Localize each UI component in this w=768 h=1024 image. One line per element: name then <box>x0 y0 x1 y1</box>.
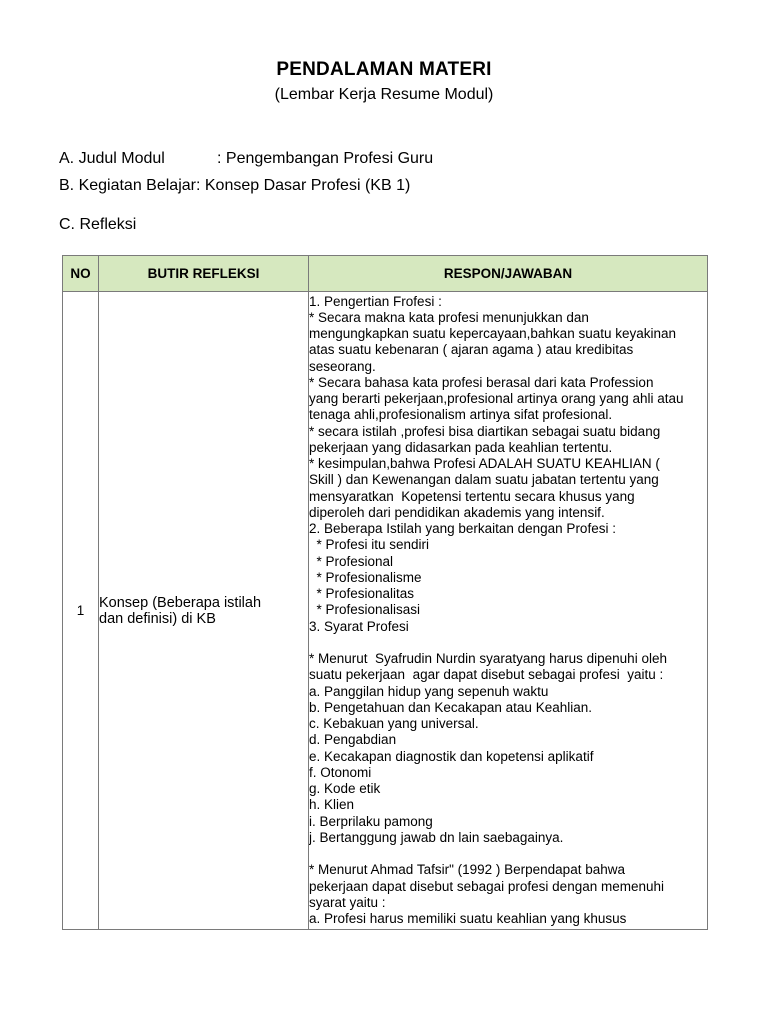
respon-line: * Profesionalisasi <box>309 602 421 618</box>
column-header-respon: RESPON/JAWABAN <box>309 256 708 292</box>
page-title: PENDALAMAN MATERI <box>276 59 492 80</box>
cell-butir <box>99 292 309 930</box>
cell-respon <box>309 292 708 930</box>
meta-reflection <box>59 216 136 234</box>
respon-line: f. Otonomi <box>309 764 372 780</box>
meta-value: : Pengembangan Profesi Guru <box>217 150 434 167</box>
column-header-no: NO <box>63 256 99 292</box>
respon-line: mengungkapkan suatu kepercayaan,bahkan suatu keyakinan <box>309 326 677 342</box>
respon-line: 1. Pengertian Frofesi : <box>309 293 442 309</box>
respon-line: b. Pengetahuan dan Kecakapan atau Keahlian. <box>309 699 592 715</box>
respon-line: * kesimpulan,bahwa Profesi ADALAH SUATU KEAHLIAN ( <box>309 456 660 472</box>
respon-line: g. Kode etik <box>309 781 381 797</box>
page-subtitle: (Lembar Kerja Resume Modul) <box>274 86 494 103</box>
meta-label: B. Kegiatan Belajar <box>59 177 196 194</box>
respon-line <box>309 635 707 651</box>
respon-line: * Profesionalisme <box>309 569 422 585</box>
butir-line: Konsep (Beberapa istilah <box>99 594 262 611</box>
respon-line: d. Pengabdian <box>309 732 397 748</box>
respon-line: suatu pekerjaan agar dapat disebut sebagai profesi yaitu : <box>309 667 664 683</box>
respon-line <box>309 846 707 862</box>
respon-line: a. Panggilan hidup yang sepenuh waktu <box>309 683 549 699</box>
reflection-table <box>62 255 708 930</box>
respon-line: diperoleh dari pendidikan akademis yang intensif. <box>309 504 605 520</box>
respon-line: Skill ) dan Kewenangan dalam suatu jabatan tertentu yang <box>309 472 659 488</box>
section-label: C. Refleksi <box>59 216 137 233</box>
respon-line: * Profesionalitas <box>309 586 415 602</box>
respon-line: c. Kebakuan yang universal. <box>309 716 479 732</box>
respon-line: mensyaratkan Kopetensi tertentu secara khusus yang <box>309 488 635 504</box>
respon-line: seseorang. <box>309 358 376 374</box>
meta-label: A. Judul Modul <box>59 150 165 167</box>
respon-line: yang berarti pekerjaan,profesional artinya orang yang ahli atau <box>309 391 684 407</box>
respon-line: syarat yaitu : <box>309 894 386 910</box>
respon-line: 2. Beberapa Istilah yang berkaitan dengan Profesi : <box>309 521 616 537</box>
respon-line: a. Profesi harus memiliki suatu keahlian yang khusus <box>309 911 627 927</box>
respon-line: * Secara makna kata profesi menunjukkan dan <box>309 309 589 325</box>
respon-line: * Secara bahasa kata profesi berasal dari kata Profession <box>309 374 654 390</box>
meta-learning-activity <box>59 177 410 195</box>
respon-line: pekerjaan yang didasarkan pada keahlian tertentu. <box>309 439 613 455</box>
respon-line: j. Bertanggung jawab dn lain saebagainya. <box>309 829 564 845</box>
respon-line: e. Kecakapan diagnostik dan kopetensi aplikatif <box>309 748 594 764</box>
respon-line: * Menurut Ahmad Tafsir" (1992 ) Berpendapat bahwa <box>309 862 625 878</box>
meta-value: : Konsep Dasar Profesi (KB 1) <box>195 177 411 194</box>
column-header-butir: BUTIR REFLEKSI <box>99 256 309 292</box>
respon-line: * secara istilah ,profesi bisa diartikan sebagai suatu bidang <box>309 423 661 439</box>
butir-line: dan definisi) di KB <box>99 610 216 627</box>
respon-line: * Profesional <box>309 553 394 569</box>
respon-line: h. Klien <box>309 797 355 813</box>
respon-line: * Profesi itu sendiri <box>309 537 430 553</box>
respon-line: 3. Syarat Profesi <box>309 618 409 634</box>
table-row <box>63 292 708 930</box>
meta-module-title <box>59 150 433 168</box>
respon-line: i. Berprilaku pamong <box>309 813 433 829</box>
respon-line: tenaga ahli,profesionalism artinya sifat profesional. <box>309 407 613 423</box>
respon-line: atas suatu kebenaran ( ajaran agama ) atau kredibitas <box>309 342 634 358</box>
table-header-row <box>63 256 708 292</box>
respon-line: pekerjaan dapat disebut sebagai profesi dengan memenuhi <box>309 878 665 894</box>
cell-no: 1 <box>63 292 99 930</box>
respon-line: * Menurut Syafrudin Nurdin syaratyang harus dipenuhi oleh <box>309 651 667 667</box>
